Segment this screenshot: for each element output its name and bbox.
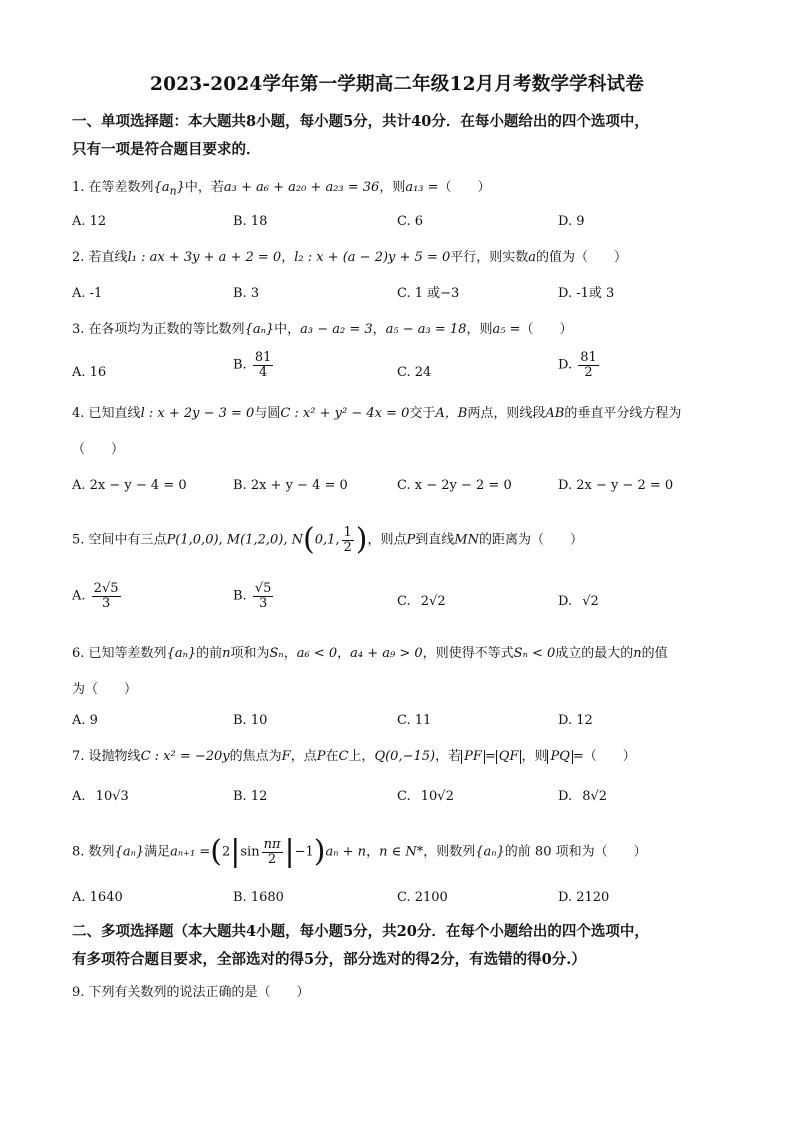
q4-option-a: A. 2x − y − 4 = 0 xyxy=(72,478,187,493)
question-text: 中， xyxy=(274,322,301,337)
left-paren: ( xyxy=(210,834,222,869)
question-number: 9. xyxy=(72,985,85,1000)
fraction xyxy=(578,351,599,379)
question-text: 平行，则实数 xyxy=(450,250,529,265)
question-text: 到直线 xyxy=(415,532,455,548)
q8-option-c: C. 2100 xyxy=(397,890,448,905)
line-formula: l : x + 2y − 3 = 0 xyxy=(140,406,255,421)
question-text: 项和为 xyxy=(230,646,270,661)
q8-option-b: B. 1680 xyxy=(233,890,284,905)
question-7 xyxy=(72,746,732,768)
question-text: ，则 xyxy=(521,749,548,764)
equals-sign: = xyxy=(484,749,496,764)
abs-qf: QF xyxy=(496,750,522,764)
question-text: 的垂直平分线方程为 xyxy=(564,406,682,421)
q3-option-c: C. 24 xyxy=(397,365,432,380)
q4-option-c: C. x − 2y − 2 = 0 xyxy=(397,478,512,493)
question-text: 空间中有三点 xyxy=(88,532,167,548)
q6-option-b: B. 10 xyxy=(233,713,268,728)
numerator: 1 xyxy=(343,524,352,540)
section-2-line-1: 二、多项选择题（本大题共4小题，每小题5分，共20分．在每个小题给出的四个选项中， xyxy=(72,923,649,940)
point-p: P xyxy=(406,532,416,548)
q5-option-a xyxy=(72,582,123,610)
segment-ab: AB xyxy=(545,406,565,421)
question-text: ，则使得不等式 xyxy=(422,646,514,661)
question-3 xyxy=(72,319,732,341)
question-text: 若直线 xyxy=(88,250,128,265)
variable-a: a xyxy=(528,250,537,265)
ask-formula: a₁₃ = xyxy=(405,180,439,195)
question-text: ，则数列 xyxy=(423,844,476,860)
q4-option-d: D. 2x − y − 2 = 0 xyxy=(558,478,674,493)
fraction xyxy=(92,582,121,610)
question-text: ，则 xyxy=(466,322,493,337)
natural-number-set: n ∈ N* xyxy=(379,844,424,860)
question-text: ， xyxy=(372,322,386,337)
question-text: 中，若 xyxy=(184,180,224,195)
option-label: D. xyxy=(558,357,573,373)
ask-formula: a₅ = xyxy=(492,322,521,337)
option-label: B. xyxy=(233,588,247,604)
q3-option-b xyxy=(233,351,275,379)
denominator: 4 xyxy=(258,364,268,380)
option-value: 2√2 xyxy=(420,594,446,609)
denominator: 3 xyxy=(258,595,268,611)
curve-c: C xyxy=(338,749,349,764)
section-1-line-1: 一、单项选择题：本大题共8小题，每小题5分，共计40分．在每小题给出的四个选项中， xyxy=(72,113,649,130)
question-2 xyxy=(72,247,732,269)
sum-symbol: Sₙ xyxy=(269,646,284,661)
question-4-paren: （ ） xyxy=(72,442,125,457)
question-number: 2. xyxy=(72,250,85,265)
q6-option-d: D. 12 xyxy=(558,713,593,728)
question-text: 在各项均为正数的等比数列 xyxy=(88,322,245,337)
question-text: 数列 xyxy=(88,844,115,860)
focus-f: F xyxy=(281,749,291,764)
q7-option-d xyxy=(558,786,607,808)
sin-function: sin xyxy=(240,844,260,860)
question-text: 满足 xyxy=(144,844,171,860)
question-text: ， xyxy=(281,250,295,265)
option-label: A. xyxy=(72,588,86,604)
points-ab: A，B xyxy=(435,406,468,421)
fraction xyxy=(262,838,283,866)
question-text: ， xyxy=(337,646,351,661)
parabola-formula: C : x² = −20y xyxy=(140,749,230,764)
abs-pq: PQ xyxy=(547,750,572,764)
abs-pf: PF xyxy=(461,750,485,764)
sequence-symbol: {aₙ} xyxy=(166,646,197,661)
right-paren: ) xyxy=(355,522,368,557)
question-text: 的距离为（ ） xyxy=(478,532,583,548)
condition-formula: a₃ + a₆ + a₂₀ + a₂₃ = 36 xyxy=(223,180,380,195)
answer-blank: （ ） xyxy=(520,322,573,337)
question-6 xyxy=(72,643,732,665)
q1-option-b: B. 18 xyxy=(233,214,268,229)
left-paren: ( xyxy=(302,522,315,557)
sequence-symbol: {aₙ} xyxy=(244,322,275,337)
denominator: 2 xyxy=(267,851,277,867)
numerator: 81 xyxy=(254,350,272,365)
q5-option-d xyxy=(558,591,599,613)
question-text: 的值为（ ） xyxy=(536,250,628,265)
point-q: Q(0,−15) xyxy=(374,749,436,764)
numerator: nπ xyxy=(263,836,281,852)
option-label: D. xyxy=(558,594,573,609)
abs-bar-right: | xyxy=(284,834,295,869)
q6-option-c: C. 11 xyxy=(397,713,432,728)
option-label: C. xyxy=(397,789,411,804)
q1-option-d: D. 9 xyxy=(558,214,585,229)
condition-1-formula: a₆ < 0 xyxy=(296,646,338,661)
fraction xyxy=(342,526,354,554)
condition-2-formula: a₅ − a₃ = 18 xyxy=(385,322,467,337)
line-l1-formula: l₁ : ax + 3y + a + 2 = 0 xyxy=(127,250,282,265)
q7-option-b: B. 12 xyxy=(233,789,268,804)
line-mn: MN xyxy=(454,532,479,548)
circle-formula: C : x² + y² − 4x = 0 xyxy=(280,406,410,421)
q5-option-b xyxy=(233,582,275,610)
question-number: 5. xyxy=(72,532,85,548)
question-text: 的焦点为 xyxy=(229,749,282,764)
question-number: 8. xyxy=(72,844,85,860)
q3-option-a: A. 16 xyxy=(72,365,107,380)
points-formula: P(1,0,0), M(1,2,0), N xyxy=(166,532,303,548)
q7-option-a xyxy=(72,786,129,808)
question-text: 在等差数列 xyxy=(88,180,154,195)
recurrence-rhs: aₙ + n xyxy=(325,844,367,860)
variable-n: n xyxy=(633,646,642,661)
q7-option-c xyxy=(397,786,454,808)
q4-option-b: B. 2x + y − 4 = 0 xyxy=(233,478,348,493)
question-text: ，若 xyxy=(435,749,462,764)
numerator: √5 xyxy=(254,581,272,596)
numerator: 81 xyxy=(580,350,597,365)
question-text: 在 xyxy=(325,749,339,764)
recurrence-lhs: aₙ₊₁ = xyxy=(170,844,211,860)
section-2-line-2: 有多项符合题目要求，全部选对的得5分，部分选对的得2分，有选错的得0分.） xyxy=(72,951,586,968)
question-number: 7. xyxy=(72,749,85,764)
option-label: C. xyxy=(397,594,411,609)
condition-2-formula: a₄ + a₉ > 0 xyxy=(350,646,423,661)
question-text: 已知直线 xyxy=(88,406,141,421)
denominator: 3 xyxy=(101,595,111,611)
question-number: 6. xyxy=(72,646,85,661)
question-8 xyxy=(72,832,732,873)
denominator: 2 xyxy=(343,539,352,555)
q2-option-d: D. -1或 3 xyxy=(558,286,615,301)
q2-option-a: A. -1 xyxy=(72,286,103,301)
question-5 xyxy=(72,520,732,561)
q5-option-c xyxy=(397,591,446,613)
denominator: 2 xyxy=(584,364,593,380)
question-text: =（ ） xyxy=(572,749,636,764)
question-text: ，点 xyxy=(290,749,317,764)
section-1-heading xyxy=(72,108,742,164)
question-number: 4. xyxy=(72,406,85,421)
question-text: 上， xyxy=(348,749,375,764)
q3-option-d xyxy=(558,351,601,379)
question-text: 两点，则线段 xyxy=(467,406,546,421)
option-value: 8√2 xyxy=(582,789,608,804)
question-text: 设抛物线 xyxy=(88,749,141,764)
question-text: 交于 xyxy=(409,406,436,421)
question-text: ， xyxy=(366,844,380,860)
abs-bar-left: | xyxy=(230,834,241,869)
line-l2-formula: l₂ : x + (a − 2)y + 5 = 0 xyxy=(294,250,451,265)
question-text: 与圆 xyxy=(254,406,281,421)
question-text: 的前 xyxy=(196,646,223,661)
variable-n: n xyxy=(222,646,231,661)
sequence-symbol: {aₙ} xyxy=(114,844,145,860)
option-value: √2 xyxy=(582,594,599,609)
fraction xyxy=(253,582,274,610)
question-text: ，则点 xyxy=(367,532,407,548)
question-1 xyxy=(72,177,732,203)
question-number: 1. xyxy=(72,180,85,195)
q1-option-c: C. 6 xyxy=(397,214,424,229)
q6-option-a: A. 9 xyxy=(72,713,98,728)
option-label: B. xyxy=(233,357,247,373)
sequence-symbol: $\{a_n\}$ xyxy=(153,180,185,198)
question-number: 3. xyxy=(72,322,85,337)
point-p: P xyxy=(316,749,326,764)
q2-option-b: B. 3 xyxy=(233,286,260,301)
section-2-heading xyxy=(72,918,742,974)
question-text: 成立的最大的 xyxy=(555,646,634,661)
option-value: 10√3 xyxy=(95,789,129,804)
coefficient-two: 2 xyxy=(221,844,231,860)
option-label: A. xyxy=(72,789,86,804)
section-1-line-2: 只有一项是符合题目要求的． xyxy=(72,141,261,158)
question-text: 已知等差数列 xyxy=(88,646,167,661)
question-text: 的值 xyxy=(641,646,668,661)
right-paren: ) xyxy=(313,834,326,869)
condition-1-formula: a₃ − a₂ = 3 xyxy=(300,322,373,337)
inequality-formula: Sₙ < 0 xyxy=(513,646,556,661)
numerator: 2√5 xyxy=(93,581,119,596)
question-6-line-2: 为（ ） xyxy=(72,682,138,697)
question-text: ，则 xyxy=(379,180,406,195)
exam-title: 2023-2024学年第一学期高二年级12月月考数学学科试卷 xyxy=(150,74,644,95)
q1-option-a: A. 12 xyxy=(72,214,107,229)
question-text: 下列有关数列的说法正确的是（ ） xyxy=(88,985,310,1000)
q8-option-d: D. 2120 xyxy=(558,890,610,905)
q2-option-c: C. 1 或−3 xyxy=(397,286,460,301)
question-text: ， xyxy=(283,646,297,661)
point-n-coords: 0,1, xyxy=(314,532,340,548)
minus-one: −1 xyxy=(294,844,314,860)
question-4 xyxy=(72,403,732,425)
option-value: 10√2 xyxy=(420,789,454,804)
question-text: 的前 80 项和为（ ） xyxy=(504,844,647,860)
answer-blank: （ ） xyxy=(438,180,491,195)
question-9 xyxy=(72,982,732,1004)
sequence-symbol: {aₙ} xyxy=(475,844,505,860)
fraction xyxy=(253,351,274,379)
option-label: D. xyxy=(558,789,573,804)
q8-option-a: A. 1640 xyxy=(72,890,123,905)
